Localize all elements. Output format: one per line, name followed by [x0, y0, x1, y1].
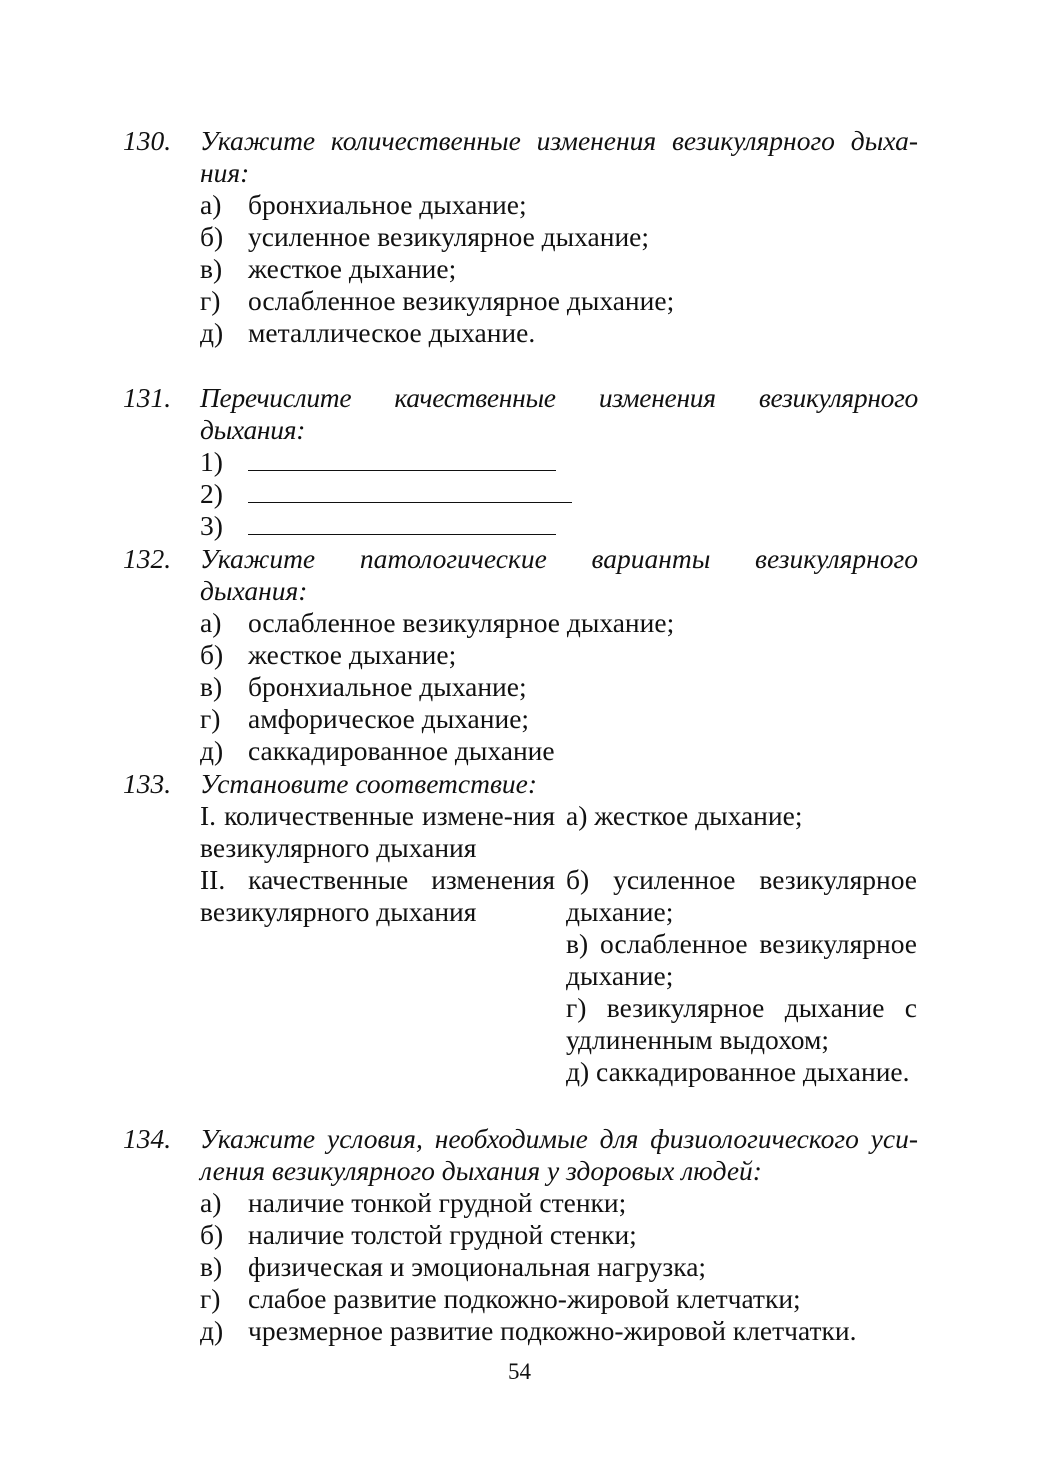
right-item-d: д) саккадированное дыхание. — [566, 1056, 910, 1087]
matching-left-column — [200, 800, 555, 1088]
option-letter: б) — [200, 221, 224, 252]
option-letter: д) — [200, 735, 224, 766]
option-letter: д) — [200, 317, 224, 348]
question-132 — [123, 543, 918, 767]
right-item-a: а) жесткое дыхание; — [566, 800, 803, 831]
option-a — [200, 189, 918, 221]
question-130 — [123, 125, 918, 349]
option-v — [200, 671, 918, 703]
option-text: чрезмерное развитие подкожно-жировой клетчатки. — [248, 1315, 857, 1346]
option-text: ослабленное везикулярное дыхание; — [248, 285, 675, 316]
right-item-v: в) ослабленное везикулярное дыхание; — [566, 928, 917, 991]
question-number: 131. — [123, 382, 172, 413]
option-g — [200, 703, 918, 735]
option-letter: г) — [200, 1283, 221, 1314]
blank-label: 2) — [200, 478, 223, 509]
options-list — [200, 1187, 918, 1347]
answer-blanks — [200, 446, 918, 542]
option-d — [200, 1315, 918, 1347]
option-letter: б) — [200, 639, 224, 670]
answer-blank[interactable] — [248, 446, 556, 471]
option-letter: в) — [200, 253, 223, 284]
option-g — [200, 1283, 918, 1315]
option-text: жесткое дыхание; — [248, 253, 457, 284]
question-133 — [123, 768, 918, 1088]
options-list — [200, 189, 918, 349]
right-item-b: б) усиленное везикулярное дыхание; — [566, 864, 917, 927]
option-letter: а) — [200, 1187, 222, 1218]
question-header — [123, 1123, 918, 1187]
right-item-g: г) везикулярное дыхание с удлиненным выдохом; — [566, 992, 917, 1055]
option-letter: г) — [200, 285, 221, 316]
question-header — [123, 382, 918, 446]
options-list — [200, 607, 918, 767]
option-d — [200, 735, 918, 767]
page-number: 54 — [508, 1359, 531, 1384]
question-134 — [123, 1123, 918, 1347]
question-number: 134. — [123, 1123, 172, 1154]
option-text: ослабленное везикулярное дыхание; — [248, 607, 675, 638]
question-text: Укажите количественные изменения везикулярного дыха-ния: — [200, 125, 918, 188]
question-number: 130. — [123, 125, 172, 156]
question-text: Установите соответствие: — [200, 768, 538, 799]
option-text: амфорическое дыхание; — [248, 703, 530, 734]
blank-line-3 — [200, 510, 918, 542]
option-b — [200, 221, 918, 253]
option-letter: в) — [200, 671, 223, 702]
question-header — [123, 768, 918, 800]
blank-label: 3) — [200, 510, 223, 541]
question-text: Укажите условия, необходимые для физиологического уси-ления везикулярного дыхания у здоровых людей: — [200, 1123, 918, 1186]
option-text: металлическое дыхание. — [248, 317, 536, 348]
question-number: 132. — [123, 543, 172, 574]
option-letter: б) — [200, 1219, 224, 1250]
option-a — [200, 1187, 918, 1219]
option-letter: а) — [200, 607, 222, 638]
blank-label: 1) — [200, 446, 223, 477]
option-d — [200, 317, 918, 349]
question-number: 133. — [123, 768, 172, 799]
option-b — [200, 1219, 918, 1251]
matching-right-column — [566, 800, 917, 1088]
option-text: наличие тонкой грудной стенки; — [248, 1187, 627, 1218]
option-v — [200, 1251, 918, 1283]
answer-blank[interactable] — [248, 478, 572, 503]
option-g — [200, 285, 918, 317]
option-text: наличие толстой грудной стенки; — [248, 1219, 637, 1250]
option-a — [200, 607, 918, 639]
option-letter: а) — [200, 189, 222, 220]
left-item-1: I. количественные измене-ния везикулярного дыхания — [200, 800, 555, 863]
question-text: Перечислите качественные изменения везикулярного дыхания: — [200, 382, 918, 445]
matching-table — [200, 800, 918, 1088]
question-header — [123, 125, 918, 189]
blank-line-2 — [200, 478, 918, 510]
question-131 — [123, 382, 918, 542]
option-letter: в) — [200, 1251, 223, 1282]
option-letter: г) — [200, 703, 221, 734]
blank-line-1 — [200, 446, 918, 478]
option-b — [200, 639, 918, 671]
option-text: усиленное везикулярное дыхание; — [248, 221, 650, 252]
answer-blank[interactable] — [248, 510, 556, 535]
option-text: слабое развитие подкожно-жировой клетчатки; — [248, 1283, 801, 1314]
option-text: бронхиальное дыхание; — [248, 671, 527, 702]
option-text: саккадированное дыхание — [248, 735, 555, 766]
question-text: Укажите патологические варианты везикулярного дыхания: — [200, 543, 918, 606]
option-v — [200, 253, 918, 285]
option-text: физическая и эмоциональная нагрузка; — [248, 1251, 707, 1282]
option-text: жесткое дыхание; — [248, 639, 457, 670]
option-text: бронхиальное дыхание; — [248, 189, 527, 220]
option-letter: д) — [200, 1315, 224, 1346]
question-header — [123, 543, 918, 607]
left-item-2: II. качественные изменения везикулярного дыхания — [200, 864, 555, 927]
